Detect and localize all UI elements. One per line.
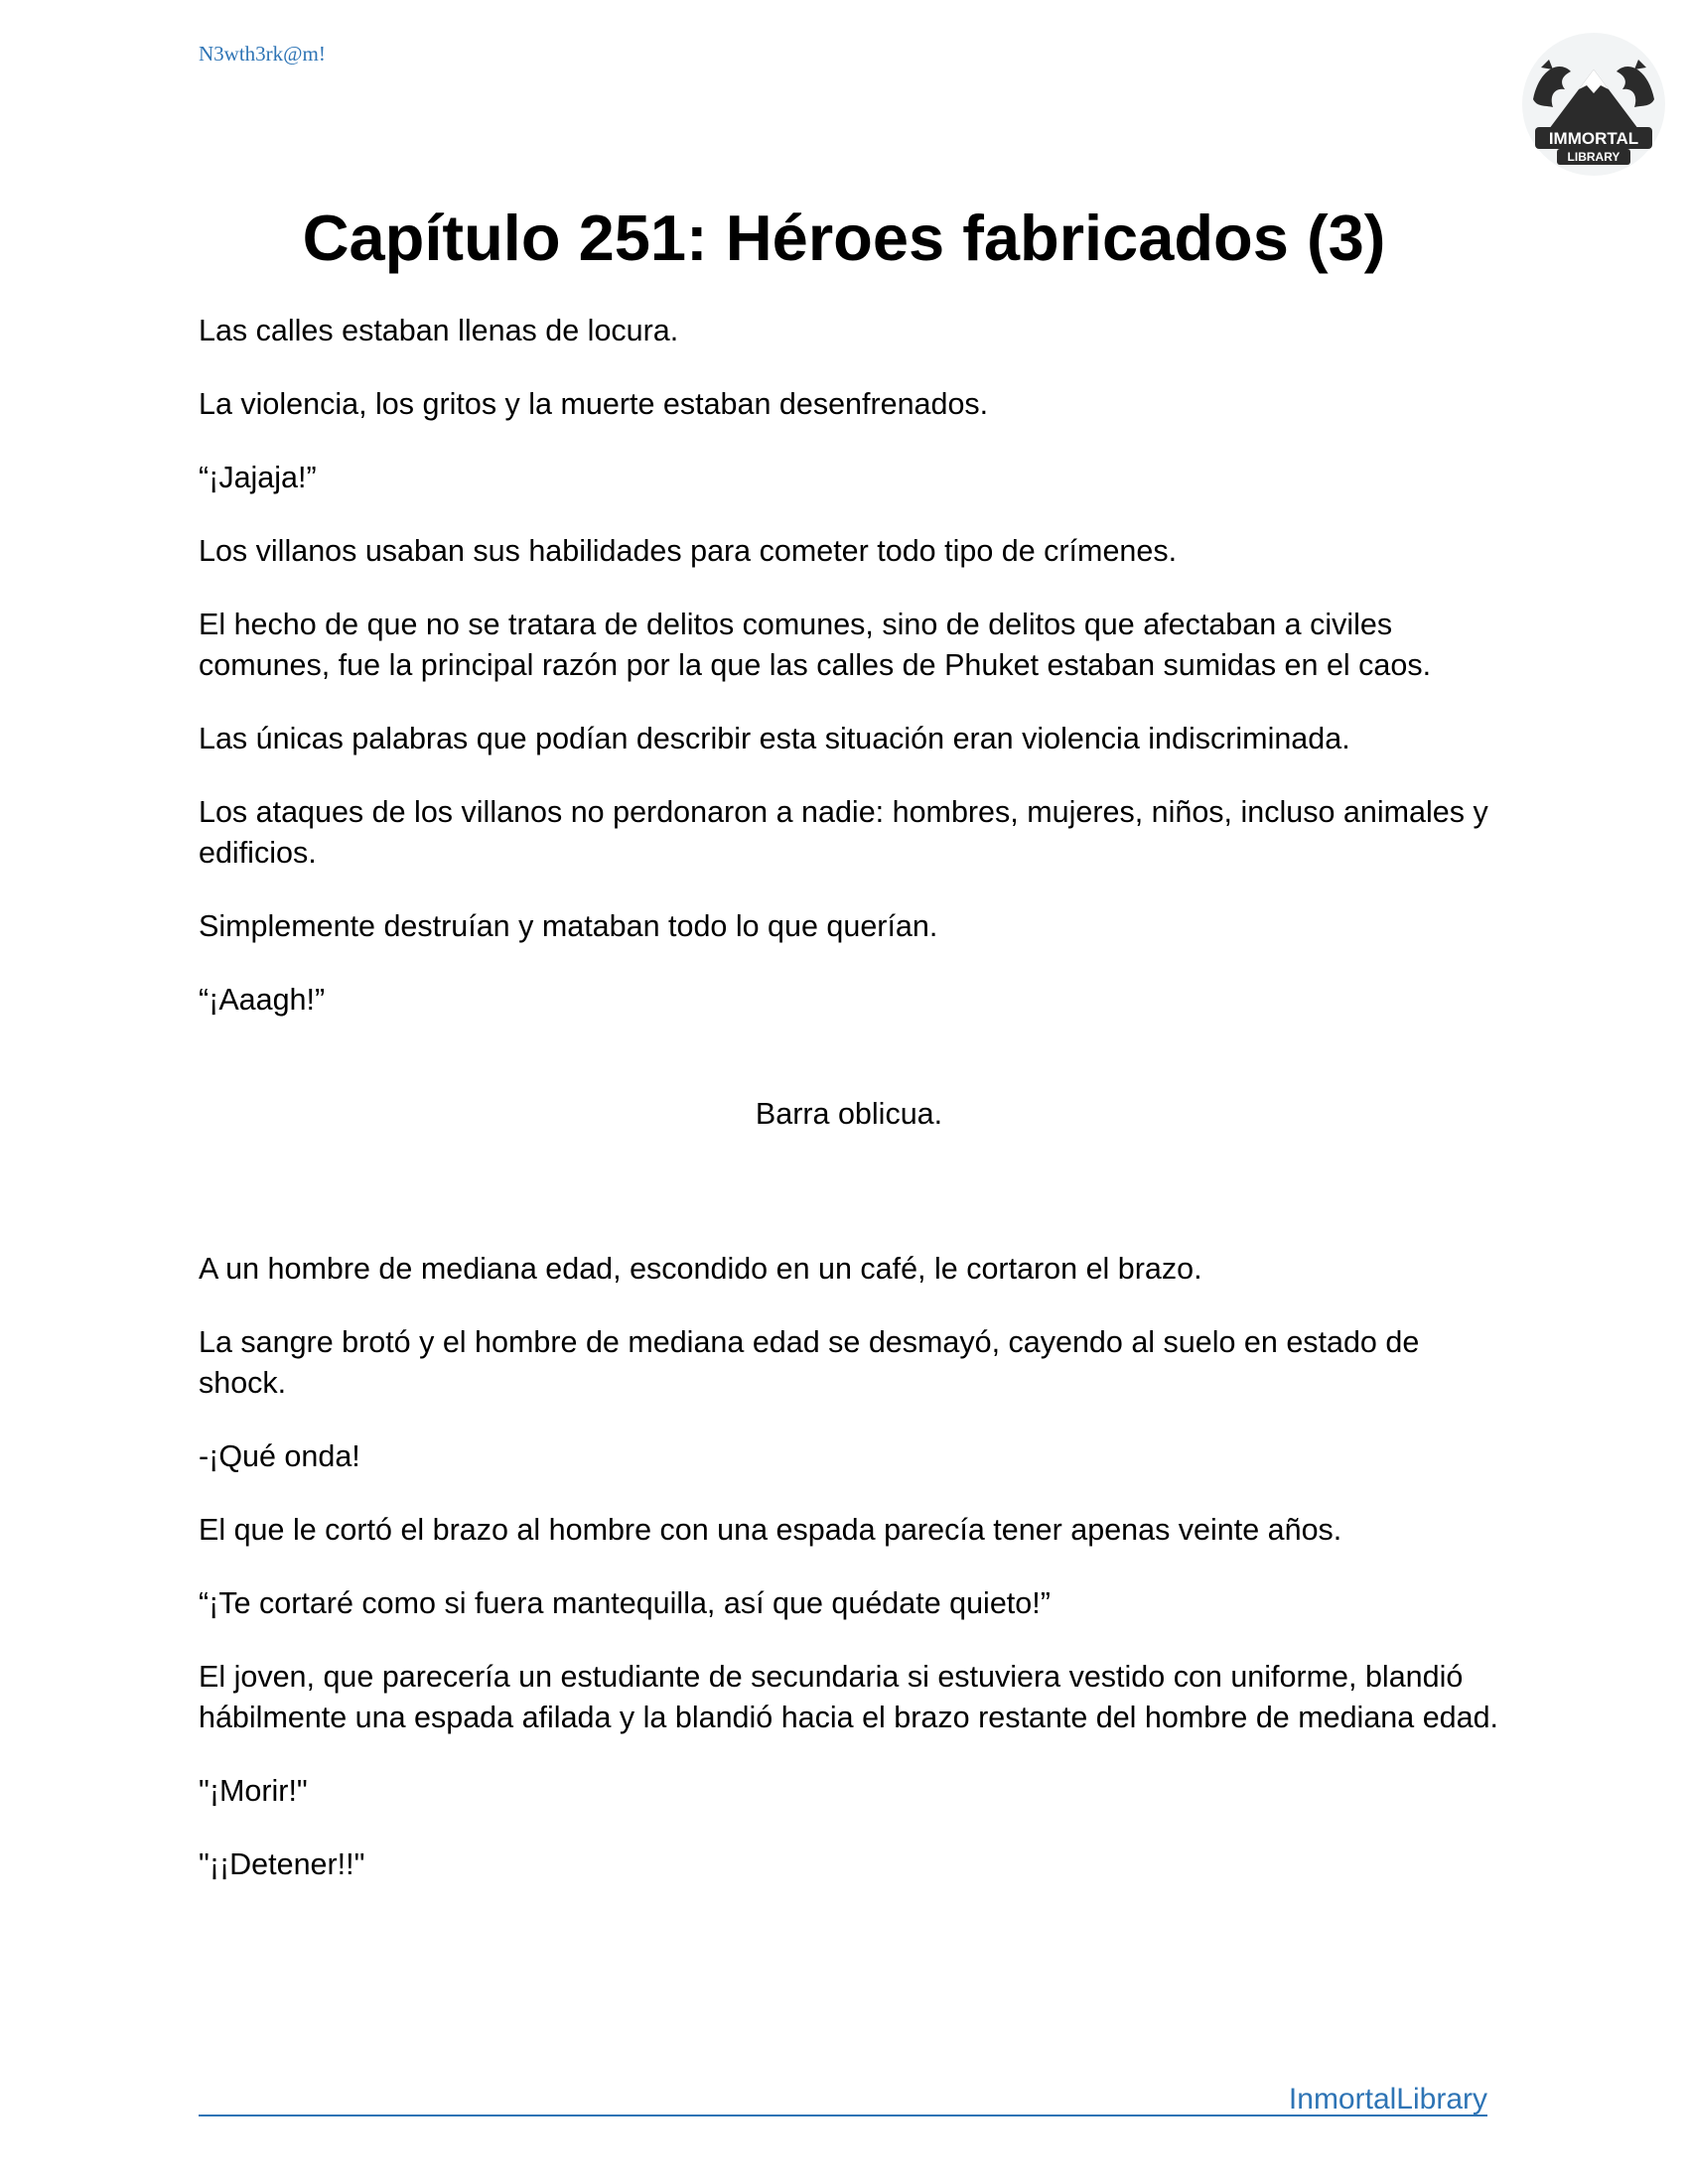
watermark-text: N3wth3rk@m! — [199, 42, 326, 66]
paragraph: "¡Morir!" — [199, 1774, 308, 1808]
paragraph: La sangre brotó y el hombre de mediana edad se desmayó, cayendo al suelo en estado de shock. — [199, 1325, 1420, 1400]
scene-break-text: Barra oblicua. — [755, 1097, 943, 1131]
chapter-body — [199, 311, 1499, 1918]
immortal-library-logo — [1519, 30, 1668, 179]
paragraph: Simplemente destruían y mataban todo lo que querían. — [199, 909, 938, 943]
logo-line2: LIBRARY — [1567, 150, 1620, 164]
paragraph: “¡Te cortaré como si fuera mantequilla, así que quédate quieto!” — [199, 1586, 1051, 1620]
paragraph: Las calles estaban llenas de locura. — [199, 314, 679, 347]
logo-line1: IMMORTAL — [1548, 129, 1639, 148]
paragraph: Los ataques de los villanos no perdonaron a nadie: hombres, mujeres, niños, incluso animales y edificios. — [199, 795, 1488, 870]
paragraph: “¡Aaagh!” — [199, 983, 326, 1017]
paragraph: A un hombre de mediana edad, escondido en un café, le cortaron el brazo. — [199, 1252, 1202, 1286]
chapter-title: Capítulo 251: Héroes fabricados (3) — [302, 202, 1386, 274]
paragraph: "¡¡Detener!!" — [199, 1847, 365, 1881]
paragraph: El que le cortó el brazo al hombre con una espada parecía tener apenas veinte años. — [199, 1513, 1342, 1547]
paragraph: Las únicas palabras que podían describir esta situación eran violencia indiscriminada. — [199, 722, 1350, 755]
paragraph: El joven, que parecería un estudiante de secundaria si estuviera vestido con uniforme, blandió hábilmente una espada afilada y la blandió hacia el brazo restante del hombre de mediana edad. — [199, 1660, 1499, 1734]
paragraph: El hecho de que no se tratara de delitos comunes, sino de delitos que afectaban a civiles comunes, fue la principal razón por la que las calles de Phuket estaban sumidas en el caos. — [199, 608, 1432, 682]
paragraph: -¡Qué onda! — [199, 1439, 360, 1473]
footer-link[interactable]: InmortalLibrary — [1288, 2083, 1487, 2116]
paragraph: Los villanos usaban sus habilidades para cometer todo tipo de crímenes. — [199, 534, 1178, 568]
paragraph: “¡Jajaja!” — [199, 461, 317, 494]
paragraph: La violencia, los gritos y la muerte estaban desenfrenados. — [199, 387, 989, 421]
